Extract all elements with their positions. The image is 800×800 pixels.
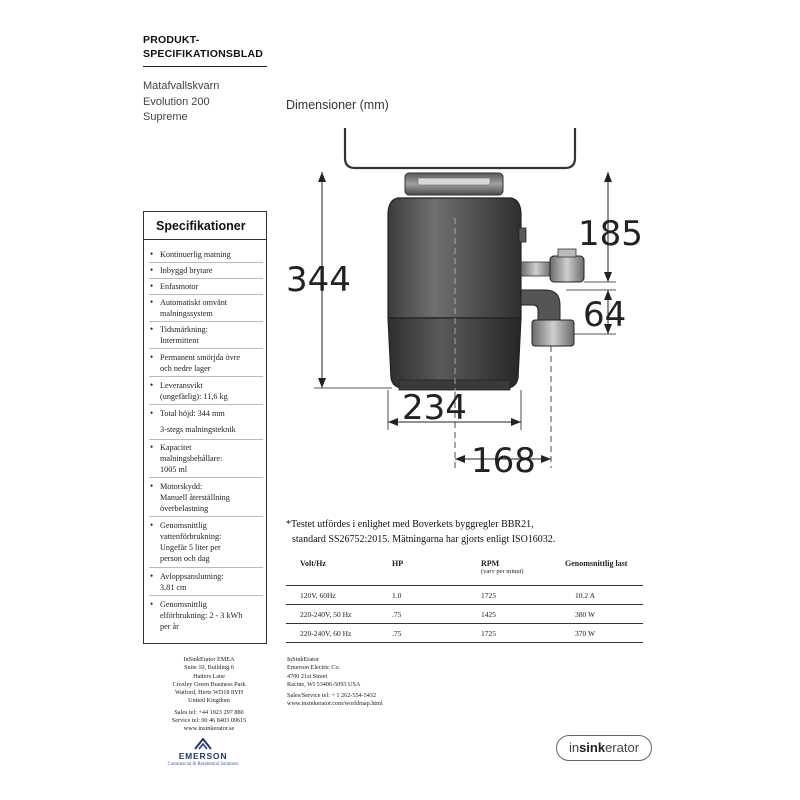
spec-divider xyxy=(149,439,263,440)
spec-item: • Genomsnittlig vattenförbrukning: Ungefär 5 liter per person och dag xyxy=(150,520,222,563)
us-website-link[interactable]: www.insinkerator.com/worldmap.html xyxy=(287,700,383,708)
test-note-line-2: standard SS26752:2015. Mätningarna har gjorts enligt ISO16032. xyxy=(292,534,556,545)
title-line-1: PRODUKT- xyxy=(143,34,200,46)
bullet-icon: • xyxy=(150,571,154,581)
product-line-1: Matafvallskvarn xyxy=(143,80,220,92)
product-line-2: Evolution 200 xyxy=(143,95,210,108)
spec-divider xyxy=(149,278,263,279)
bullet-icon: • xyxy=(150,265,154,275)
col-hp-header: HP xyxy=(392,559,404,568)
spec-item: • Avloppsanslutning: 3,81 cm xyxy=(150,571,224,592)
spec-item: • Motorskydd: Manuell återställning överbelastning xyxy=(150,481,230,513)
spec-item: • Kontinuerlig matning xyxy=(150,249,231,259)
spec-divider xyxy=(149,294,263,295)
table-row: 220-240V, 60 Hz .75 1725 370 W xyxy=(286,624,643,643)
test-note xyxy=(286,517,555,547)
spec-divider xyxy=(149,567,263,568)
spec-divider xyxy=(149,262,263,263)
product-line-3: Supreme xyxy=(143,111,188,123)
emerson-logo xyxy=(158,738,248,767)
insinkerator-logo: insinkerator xyxy=(556,735,652,761)
inlet-nut xyxy=(550,256,584,282)
specifications-heading-divider xyxy=(143,239,267,240)
table-header-row xyxy=(286,556,643,586)
electrical-table xyxy=(286,556,643,643)
sink-outline xyxy=(345,128,575,168)
test-note-line-1: *Testet utfördes i enlighet med Boverkets byggregler BBR21, xyxy=(286,519,534,530)
col-rpm-header: RPM (varv per minut) xyxy=(481,559,524,575)
spec-item: • Genomsnittlig elförbrukning: 2 - 3 kWh per år xyxy=(150,599,243,631)
spec-item: • Inbyggd brytare xyxy=(150,265,213,275)
dim-label-234: 234 xyxy=(402,388,467,428)
bullet-icon: • xyxy=(150,408,154,418)
table-row: 120V, 60Hz 1.0 1725 10.2 A xyxy=(286,586,643,605)
title-line-2: SPECIFIKATIONSBLAD xyxy=(143,48,264,60)
dim-label-344: 344 xyxy=(286,260,351,300)
bullet-icon: • xyxy=(150,599,154,609)
bullet-icon: • xyxy=(150,281,154,291)
spec-divider xyxy=(149,404,263,405)
outlet-nut xyxy=(532,320,574,346)
bullet-icon: • xyxy=(150,297,154,307)
bullet-icon: • xyxy=(150,324,154,334)
dim-label-64: 64 xyxy=(583,295,627,335)
spec-item: • Automatiskt omvänt malningssystem xyxy=(150,297,228,318)
emerson-wordmark: EMERSON xyxy=(178,751,228,761)
reset-button xyxy=(519,228,526,242)
emerson-logo-icon xyxy=(193,738,213,750)
col-load-header: Genomsnittlig last xyxy=(565,559,628,568)
motor-housing xyxy=(388,318,521,388)
spec-item: • Enfasmotor xyxy=(150,281,199,291)
spec-item: • Leveransvikt (ungefärlig): 11,6 kg xyxy=(150,380,228,401)
emerson-tagline: Commercial & Residential Solutions xyxy=(167,762,239,767)
spec-item: • Kapacitet malningsbehållare: 1005 ml xyxy=(150,442,223,474)
table-row: 220-240V, 50 Hz .75 1425 380 W xyxy=(286,605,643,624)
spec-divider xyxy=(149,348,263,349)
spec-divider xyxy=(149,516,263,517)
address-us: InSinkErator Emerson Electric Co. 4700 21st Street Racine, WI 53406-5093 USA Sales/Service tel: + 1 262-554-5432 www.insinkerator.com/worldmap.html xyxy=(287,656,383,708)
bullet-icon: • xyxy=(150,380,154,390)
spec-item: • Tidsmärkning: Intermittent xyxy=(150,324,208,345)
spec-divider xyxy=(149,321,263,322)
spec-item: • Total höjd: 344 mm 3-stegs malningsteknik xyxy=(150,408,236,434)
bullet-icon: • xyxy=(150,352,154,362)
bullet-icon: • xyxy=(150,249,154,259)
spec-item: • Permanent smörjda övre och nedre lager xyxy=(150,352,241,373)
outlet-elbow xyxy=(521,290,560,322)
col-volt-header: Volt/Hz xyxy=(300,559,326,568)
bullet-icon: • xyxy=(150,520,154,530)
bullet-icon: • xyxy=(150,481,154,491)
specifications-heading: Specifikationer xyxy=(156,219,246,233)
spec-divider xyxy=(149,477,263,478)
dimensions-title: Dimensioner (mm) xyxy=(286,98,389,112)
disposer-body xyxy=(388,198,521,318)
spec-divider xyxy=(149,595,263,596)
address-emea: InSinkErator EMEA Suite 10, Building 6 Hatters Lane Croxley Green Business Park Watford, Herts WD18 8YH United Kingdom Sales tel: +44 1923 297 880 Service tel: 00 46 8403 09615 www.insinkerator.se xyxy=(159,656,259,734)
dim-label-168: 168 xyxy=(471,441,536,481)
dim-label-185: 185 xyxy=(578,214,643,254)
spec-divider xyxy=(149,376,263,377)
bullet-icon: • xyxy=(150,442,154,452)
emea-website-link[interactable]: www.insinkerator.se xyxy=(183,725,235,733)
